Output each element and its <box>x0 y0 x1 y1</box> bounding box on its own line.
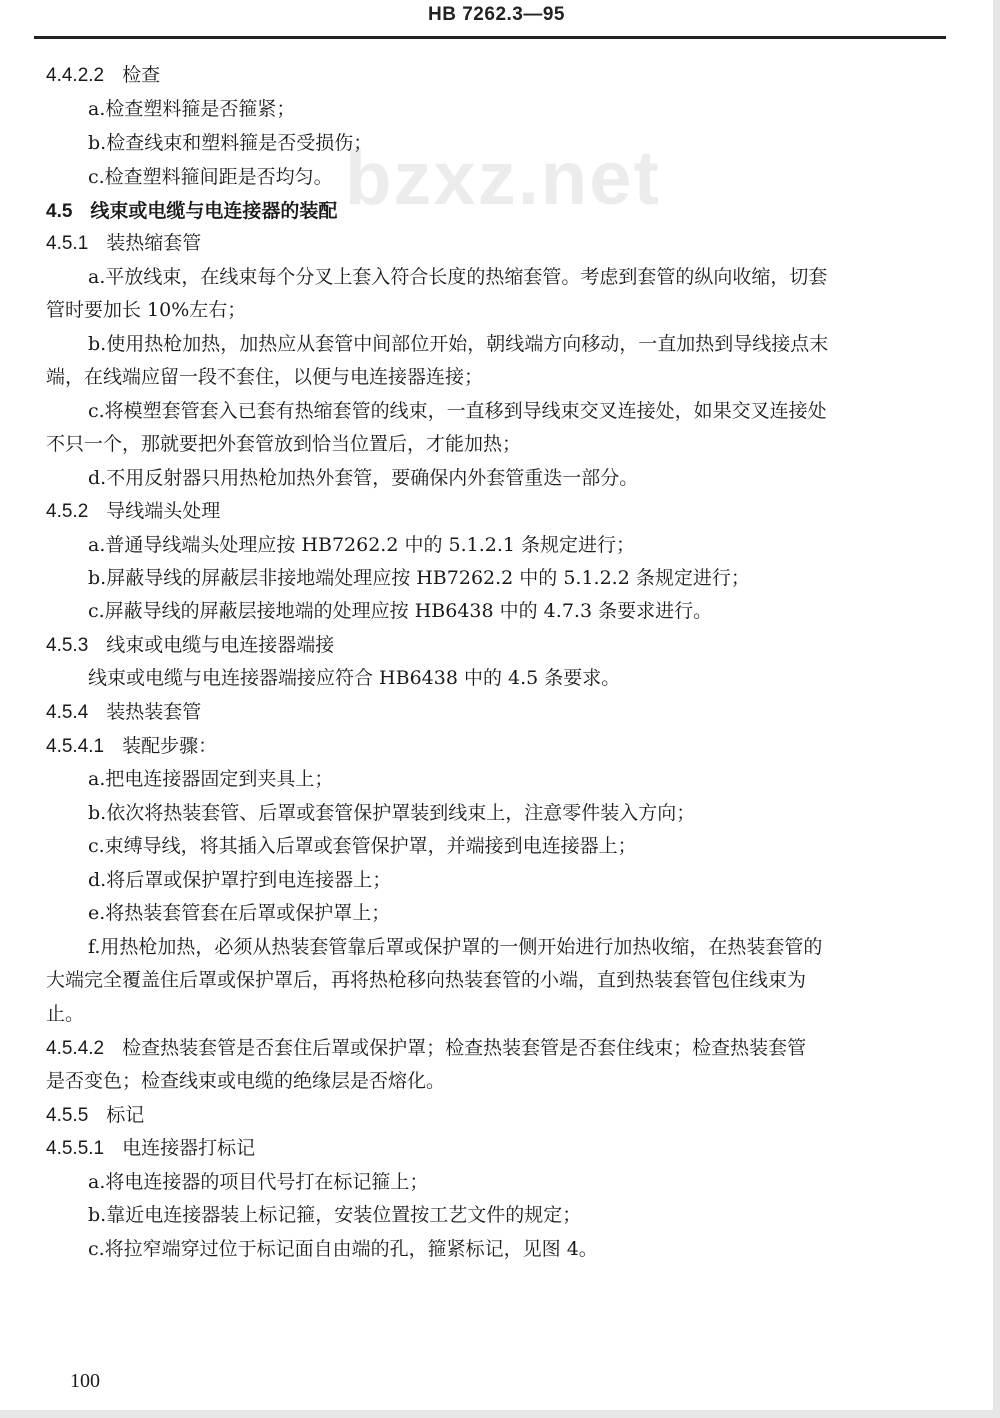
list-item-continuation: 端，在线端应留一段不套住，以便与电连接器连接； <box>46 366 484 388</box>
standard-code-header: HB 7262.3—95 <box>428 4 565 25</box>
heading-4-4-2-2 <box>46 63 160 88</box>
paragraph-continuation: 是否变色；检查线束或电缆的绝缘层是否熔化。 <box>46 1070 446 1092</box>
heading-4-5-4-1 <box>46 734 217 759</box>
list-item: a.把电连接器固定到夹具上； <box>88 768 334 790</box>
list-item-continuation: 止。 <box>46 1003 85 1025</box>
watermark: bzxz.net <box>345 136 661 221</box>
list-item: a.将电连接器的项目代号打在标记箍上； <box>88 1171 429 1193</box>
header-rule <box>34 36 946 39</box>
page-number: 100 <box>70 1370 100 1392</box>
list-item: f.用热枪加热，必须从热装套管靠后罩或保护罩的一侧开始进行加热收缩，在热装套管的 <box>88 936 823 958</box>
heading-title: 装热缩套管 <box>106 232 202 254</box>
list-item: d.将后罩或保护罩拧到电连接器上； <box>88 869 392 891</box>
heading-title: 电连接器打标记 <box>122 1137 256 1159</box>
heading-number: 4.5.3 <box>46 635 89 656</box>
list-item: c.束缚导线，将其插入后罩或套管保护罩，并端接到电连接器上； <box>88 835 637 857</box>
heading-number: 4.5.4 <box>46 702 89 723</box>
list-item: c.将拉窄端穿过位于标记面自由端的孔，箍紧标记，见图 4。 <box>88 1238 598 1260</box>
heading-title: 线束或电缆与电连接器端接 <box>106 634 335 656</box>
list-item: b.检查线束和塑料箍是否受损伤； <box>88 132 373 154</box>
heading-4-5-4-2 <box>46 1036 806 1061</box>
heading-4-5 <box>46 199 337 224</box>
list-item: b.靠近电连接器装上标记箍，安装位置按工艺文件的规定； <box>88 1204 582 1226</box>
list-item-continuation: 大端完全覆盖住后罩或保护罩后，再将热枪移向热装套管的小端，直到热装套管包住线束为 <box>46 969 807 991</box>
list-item-continuation: 管时要加长 10%左右； <box>46 299 247 321</box>
list-item: e.将热装套管套在后罩或保护罩上； <box>88 902 391 924</box>
heading-title: 装配步骤： <box>122 735 218 757</box>
heading-title: 检查 <box>122 64 161 86</box>
list-item: b.依次将热装套管、后罩或套管保护罩装到线束上，注意零件装入方向； <box>88 802 696 824</box>
list-item-continuation: 不只一个，那就要把外套管放到恰当位置后，才能加热； <box>46 433 522 455</box>
heading-4-5-5 <box>46 1103 144 1128</box>
heading-number: 4.4.2.2 <box>46 65 105 86</box>
list-item: a.平放线束，在线束每个分叉上套入符合长度的热缩套管。考虑到套管的纵向收缩，切套 <box>88 266 828 288</box>
heading-number: 4.5 <box>46 201 73 222</box>
list-item: a.普通导线端头处理应按 HB7262.2 中的 5.1.2.1 条规定进行； <box>88 534 636 556</box>
heading-4-5-3 <box>46 633 334 658</box>
list-item: b.屏蔽导线的屏蔽层非接地端处理应按 HB7262.2 中的 5.1.2.2 条规定进行； <box>88 567 750 589</box>
list-item: c.将模塑套管套入已套有热缩套管的线束，一直移到导线束交叉连接处，如果交叉连接处 <box>88 400 827 422</box>
heading-number: 4.5.1 <box>46 233 89 254</box>
heading-number: 4.5.2 <box>46 501 89 522</box>
heading-number: 4.5.4.1 <box>46 736 105 757</box>
heading-text: 检查热装套管是否套住后罩或保护罩；检查热装套管是否套住线束；检查热装套管 <box>122 1037 807 1059</box>
heading-4-5-1 <box>46 231 201 256</box>
paragraph: 线束或电缆与电连接器端接应符合 HB6438 中的 4.5 条要求。 <box>88 667 621 689</box>
heading-title: 线束或电缆与电连接器的装配 <box>90 200 338 222</box>
list-item: b.使用热枪加热，加热应从套管中间部位开始，朝线端方向移动，一直加热到导线接点末 <box>88 333 829 355</box>
heading-title: 导线端头处理 <box>106 500 221 522</box>
heading-4-5-2 <box>46 499 220 524</box>
heading-number: 4.5.4.2 <box>46 1038 105 1059</box>
heading-title: 装热装套管 <box>106 701 202 723</box>
heading-title: 标记 <box>106 1104 145 1126</box>
list-item: c.屏蔽导线的屏蔽层接地端的处理应按 HB6438 中的 4.7.3 条要求进行。 <box>88 600 713 622</box>
list-item: d.不用反射器只用热枪加热外套管，要确保内外套管重迭一部分。 <box>88 467 639 489</box>
heading-number: 4.5.5.1 <box>46 1138 105 1159</box>
list-item: a.检查塑料箍是否箍紧； <box>88 98 296 120</box>
heading-4-5-4 <box>46 700 201 725</box>
heading-4-5-5-1 <box>46 1136 255 1161</box>
heading-number: 4.5.5 <box>46 1105 89 1126</box>
list-item: c.检查塑料箍间距是否均匀。 <box>88 166 333 188</box>
